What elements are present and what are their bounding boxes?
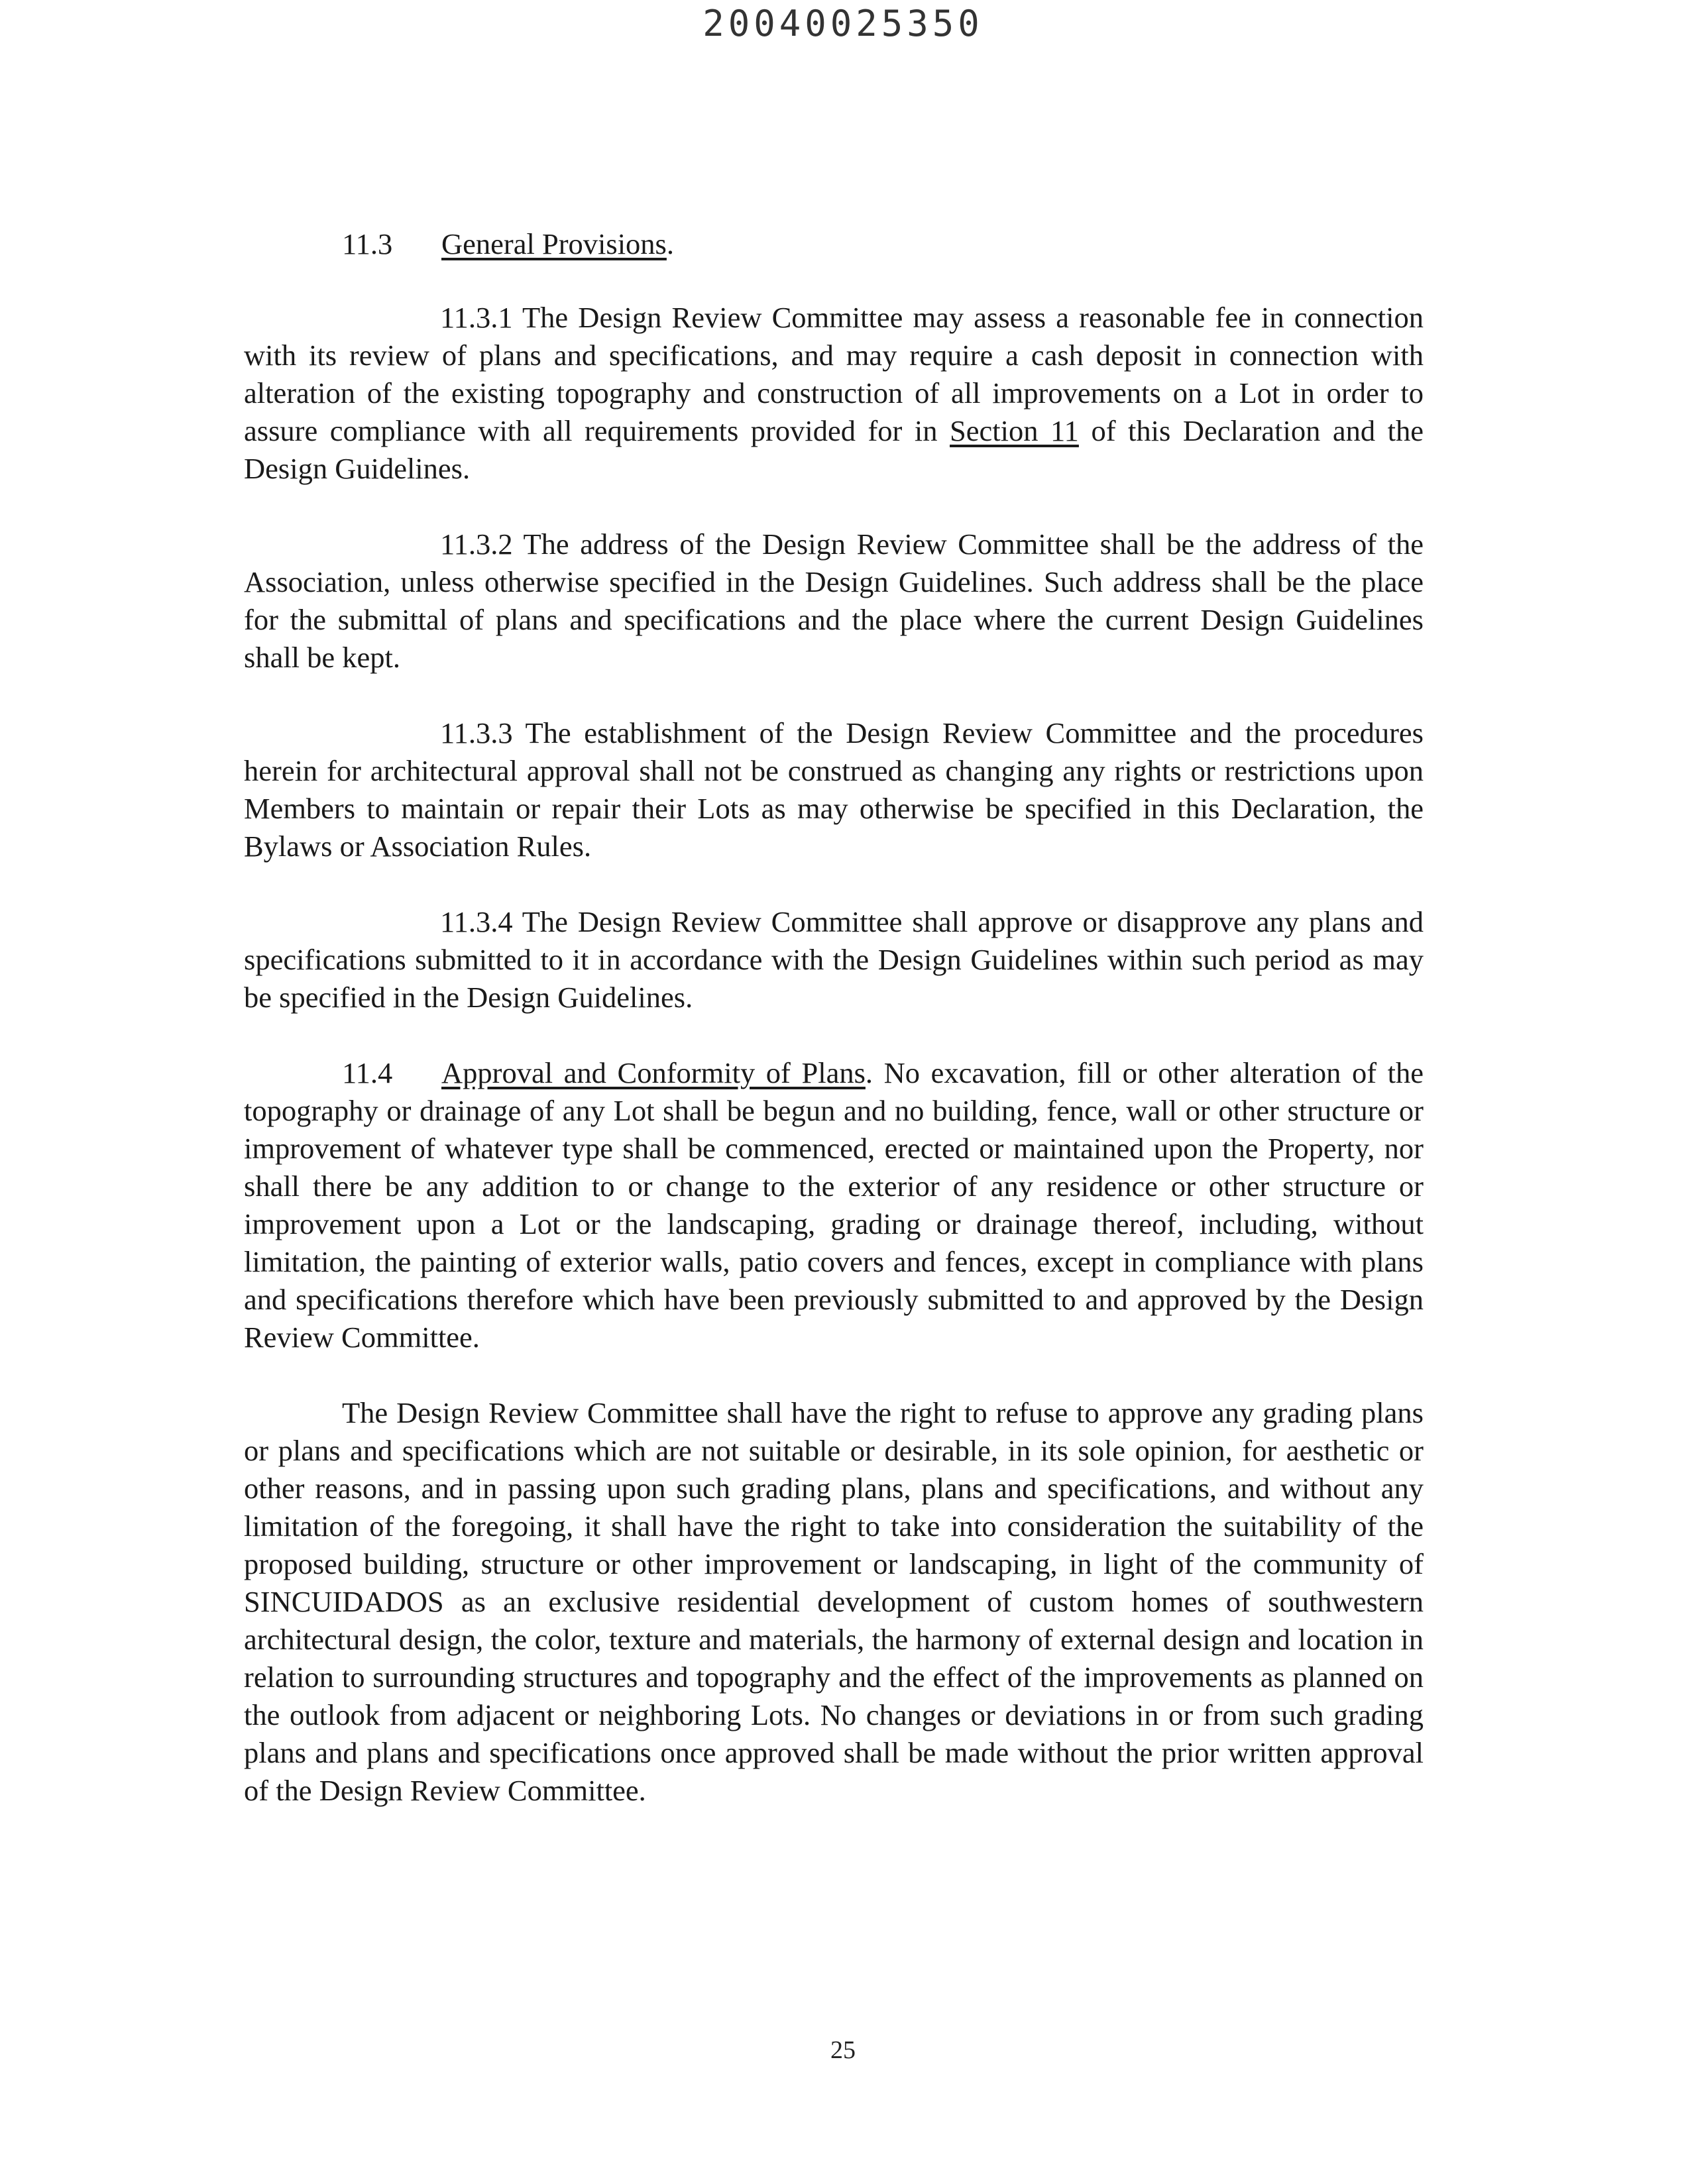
paragraph-text: The Design Review Committee may assess a reasonable fee in connection with its review of plans and specifications, and may require a cash deposit in connection with alteration of the existing topography and construction of all improvements on a Lot in order to assure compliance with all requirements provided for in: [244, 301, 1424, 447]
paragraph-number: 11.3.2: [440, 527, 513, 561]
section-number: 11.3: [342, 227, 393, 260]
document-number: 20040025350: [702, 3, 984, 44]
paragraph-11-4-continued: [244, 1394, 1424, 1810]
paragraph-11-3-4: [244, 903, 1424, 1016]
paragraph-text: The Design Review Committee shall approve or disapprove any plans and specifications submitted to it in accordance with the Design Guidelines within such period as may be specified in the Design Guidelines.: [244, 905, 1424, 1014]
section-number: 11.4: [342, 1056, 393, 1089]
page-body: [244, 225, 1424, 1810]
section-reference: Section 11: [950, 414, 1079, 447]
section-11-4: [244, 1054, 1424, 1356]
section-title-suffix: .: [666, 227, 675, 260]
paragraph-text: The address of the Design Review Committee shall be the address of the Association, unless otherwise specified in the Design Guidelines. Such address shall be the place for the submittal of plans and specifications and the place where the current Design Guidelines shall be kept.: [244, 527, 1424, 674]
section-title-suffix: .: [865, 1056, 873, 1089]
paragraph-number: 11.3.3: [440, 716, 513, 749]
paragraph-11-3-1: [244, 299, 1424, 488]
paragraph-11-3-2: [244, 525, 1424, 677]
paragraph-text-continued: of this Declaration and the Design Guidelines.: [244, 414, 1424, 485]
paragraph-text: The Design Review Committee shall have the right to refuse to approve any grading plans or plans and specifications which are not suitable or desirable, in its sole opinion, for aesthetic or other reasons, and in passing upon such grading plans, plans and specifications, and without any limitation of the foregoing, it shall have the right to take into consideration the suitability of the proposed building, structure or other improvement or landscaping, in light of the community of SINCUIDADOS as an exclusive residential development of custom homes of southwestern architectural design, the color, texture and materials, the harmony of external design and location in relation to surrounding structures and topography and the effect of the improvements as planned on the outlook from adjacent or neighboring Lots. No changes or deviations in or from such grading plans and plans and specifications once approved shall be made without the prior written approval of the Design Review Committee.: [244, 1396, 1424, 1807]
paragraph-text: No excavation, fill or other alteration of the topography or drainage of any Lot shall be begun and no building, fence, wall or other structure or improvement of whatever type shall be commenced, erected or maintained upon the Property, nor shall there be any addition to or change to the exterior of any residence or other structure or improvement upon a Lot or the landscaping, grading or drainage thereof, including, without limitation, the painting of exterior walls, patio covers and fences, except in compliance with plans and specifications therefore which have been previously submitted to and approved by the Design Review Committee.: [244, 1056, 1424, 1354]
section-title: General Provisions: [441, 227, 667, 260]
paragraph-number: 11.3.4: [440, 905, 513, 938]
paragraph-number: 11.3.1: [440, 301, 513, 334]
section-title: Approval and Conformity of Plans: [441, 1056, 866, 1089]
page-number: 25: [830, 2036, 856, 2064]
paragraph-text: The establishment of the Design Review Committee and the procedures herein for architectural approval shall not be construed as changing any rights or restrictions upon Members to maintain or repair their Lots as may otherwise be specified in this Declaration, the Bylaws or Association Rules.: [244, 716, 1424, 863]
paragraph-11-3-3: [244, 714, 1424, 865]
section-11-3-heading: [244, 225, 1424, 263]
